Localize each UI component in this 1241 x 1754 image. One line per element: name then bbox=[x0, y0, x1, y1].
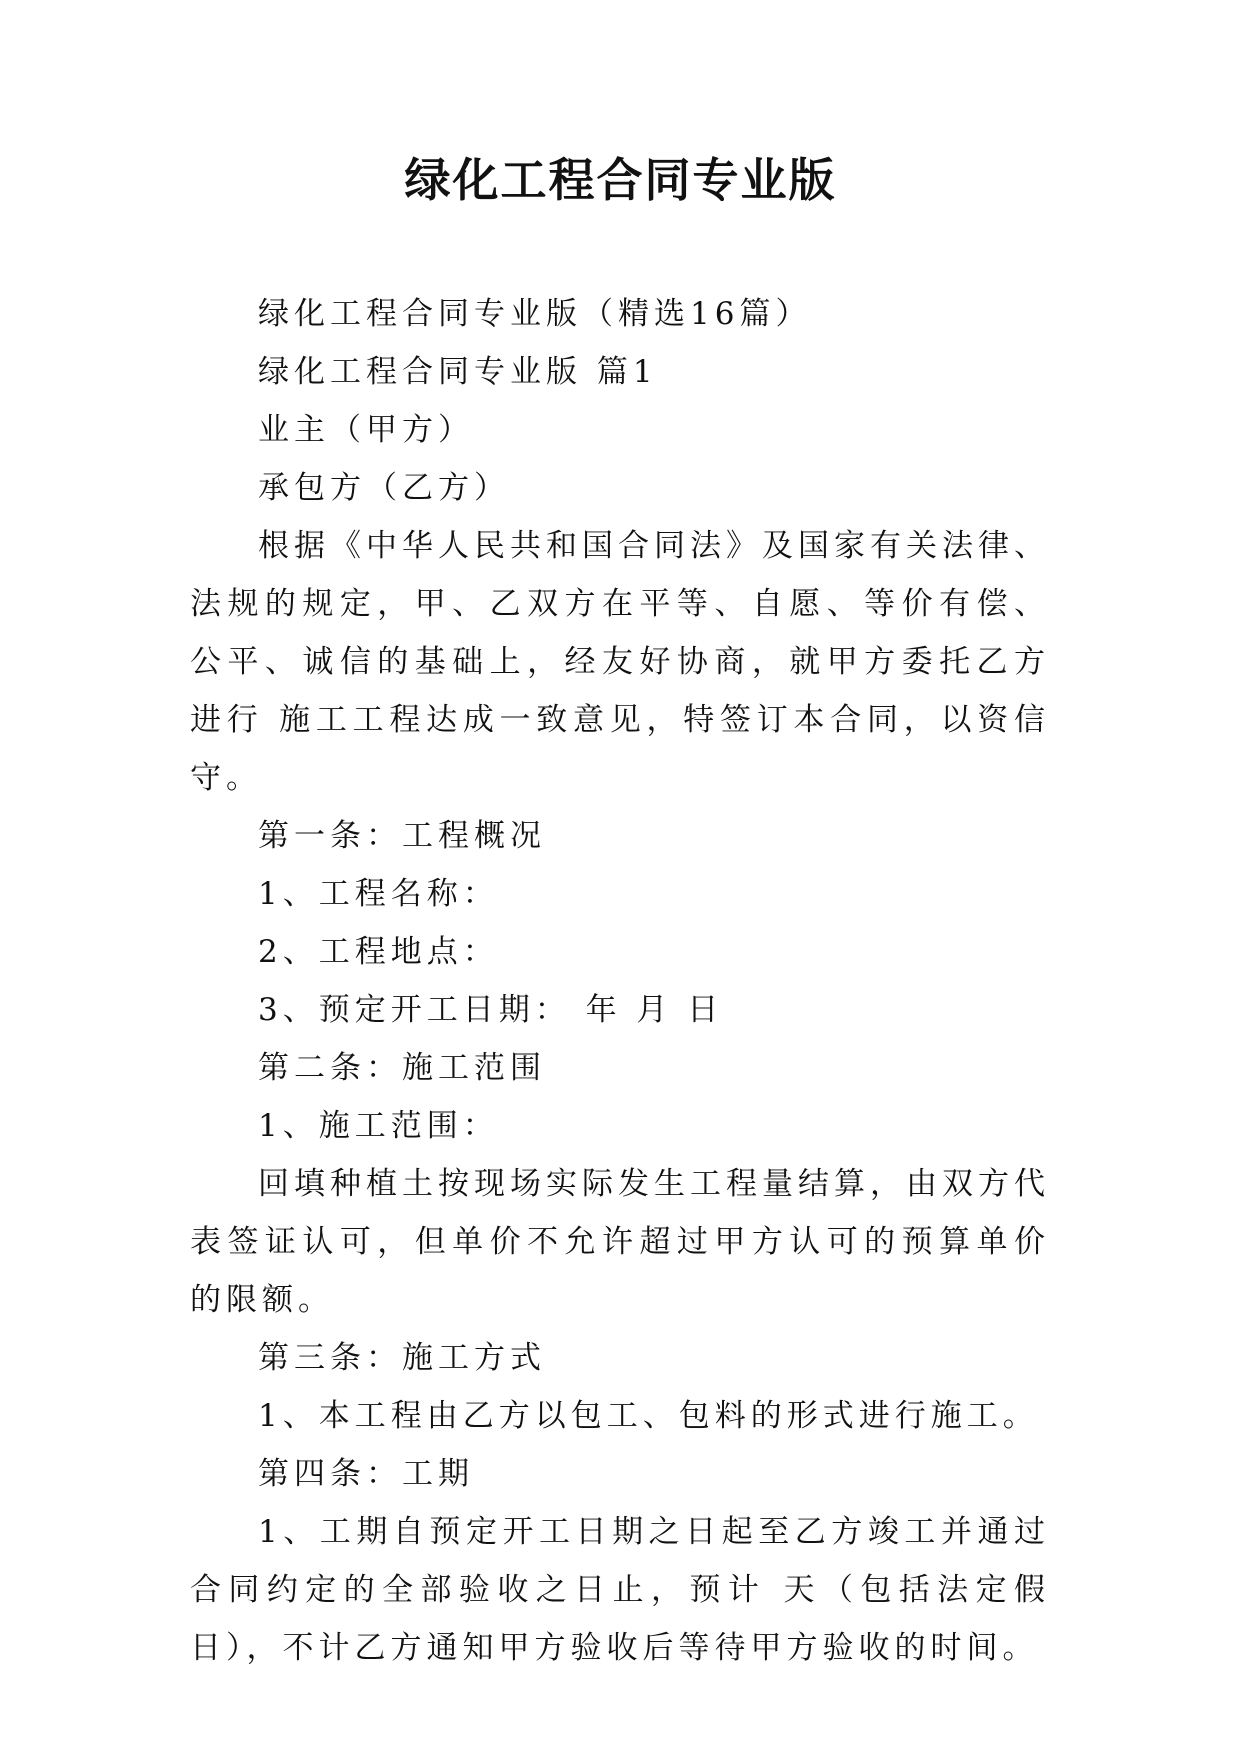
project-name-line: 1、工程名称： bbox=[258, 876, 499, 912]
article-3-heading: 第三条：施工方式 bbox=[258, 1340, 546, 1376]
scope-paragraph: 回填种植土按现场实际发生工程量结算，由双方代表签证认可，但单价不允许超过甲方认可的预算单价的限额。 bbox=[190, 1166, 1050, 1318]
section-heading: 绿化工程合同专业版 篇1 bbox=[258, 354, 658, 390]
duration-paragraph: 1、工期自预定开工日期之日起至乙方竣工并通过合同约定的全部验收之日止，预计 天（包括法定假日），不计乙方通知甲方验收后等待甲方验收的时间。 bbox=[190, 1514, 1050, 1666]
document-title: 绿化工程合同专业版 bbox=[404, 153, 837, 207]
party-a-line: 业主（甲方） bbox=[258, 412, 474, 448]
preamble-paragraph: 根据《中华人民共和国合同法》及国家有关法律、法规的规定，甲、乙双方在平等、自愿、等价有偿、公平、诚信的基础上，经友好协商，就甲方委托乙方进行 施工工程达成一致意见，特签订本合同，以资信守。 bbox=[190, 528, 1050, 796]
article-4-heading: 第四条：工期 bbox=[258, 1456, 474, 1492]
party-b-line: 承包方（乙方） bbox=[258, 470, 510, 506]
subtitle-line: 绿化工程合同专业版（精选16篇） bbox=[258, 296, 812, 332]
project-location-line: 2、工程地点： bbox=[258, 934, 499, 970]
article-1-heading: 第一条：工程概况 bbox=[258, 818, 546, 854]
document-body bbox=[190, 285, 1050, 1677]
scope-line: 1、施工范围： bbox=[258, 1108, 499, 1144]
start-date-line: 3、预定开工日期： 年 月 日 bbox=[258, 992, 724, 1028]
article-2-heading: 第二条：施工范围 bbox=[258, 1050, 546, 1086]
method-line: 1、本工程由乙方以包工、包料的形式进行施工。 bbox=[258, 1398, 1039, 1434]
